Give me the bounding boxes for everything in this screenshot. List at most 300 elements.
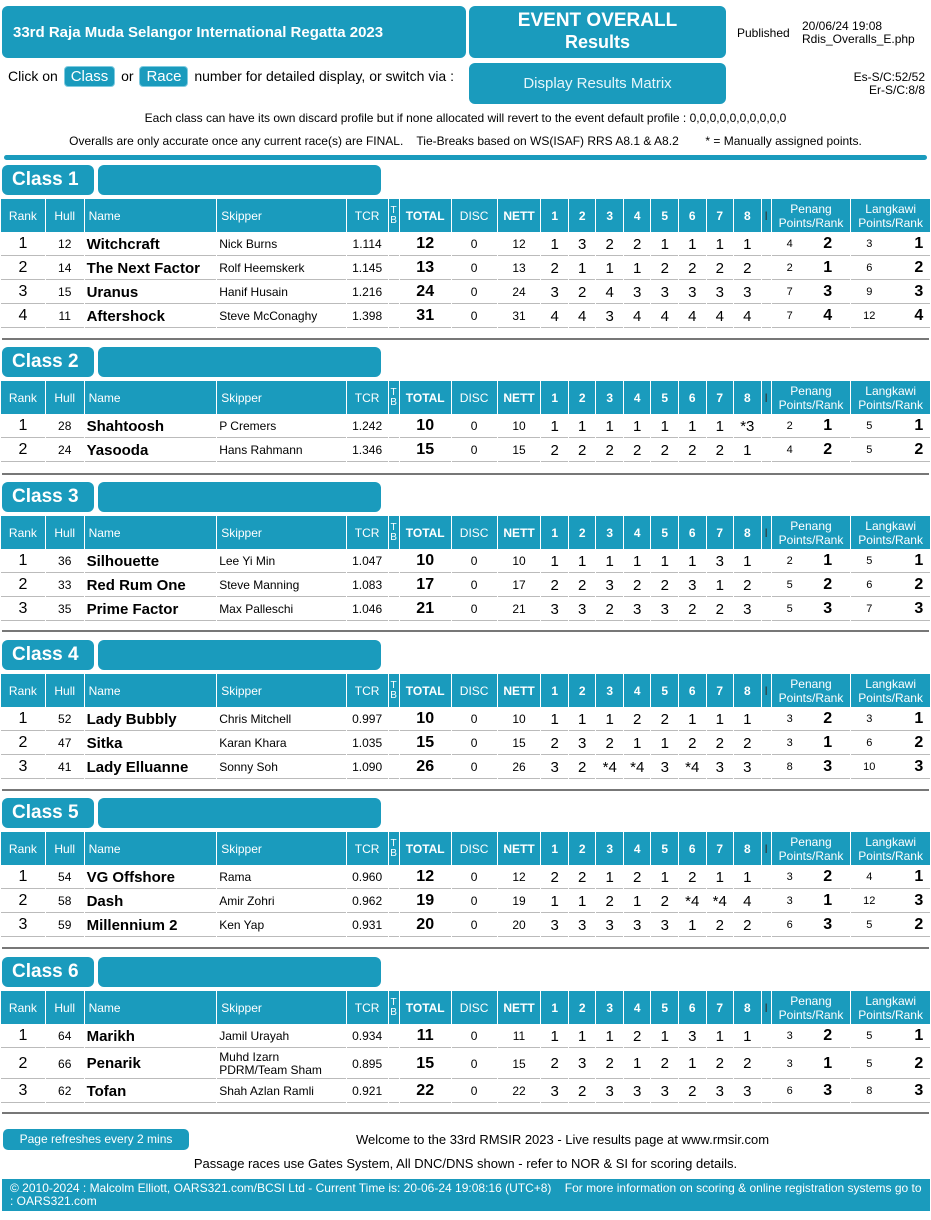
race-score: 1: [541, 415, 568, 438]
tb-t: T: [390, 679, 397, 691]
race-header-5[interactable]: 5: [651, 516, 678, 549]
race-header-3[interactable]: 3: [596, 832, 623, 865]
langkawi-cell: [851, 233, 930, 256]
race-score: 2: [569, 281, 596, 304]
langkawi-label: Langkawi: [865, 676, 916, 691]
penang-points: 4: [786, 444, 793, 456]
langkawi-cell: [851, 914, 930, 937]
race-score: 3: [679, 574, 706, 597]
discard-note: Each class can have its own discard profile but if none allocated will revert to the event default profile : 0,0,0,0,0,0,0,0,0,0: [144, 111, 787, 125]
race-header-3[interactable]: 3: [596, 674, 623, 707]
boat-name: Witchcraft: [85, 233, 217, 256]
rank-cell: 1: [1, 550, 45, 573]
table-row[interactable]: [1, 598, 930, 621]
race-score: 2: [707, 732, 734, 755]
nett-cell: 24: [498, 281, 541, 304]
tb-cell: [389, 281, 399, 304]
penang-rank: 3: [823, 283, 833, 300]
table-row[interactable]: [1, 439, 930, 462]
langkawi-points: 7: [866, 603, 873, 615]
race-header-3[interactable]: 3: [596, 991, 623, 1024]
hull-cell: 33: [46, 574, 84, 597]
race-score: 3: [734, 281, 761, 304]
race-header-6[interactable]: 6: [679, 199, 706, 232]
tb-b: B: [390, 1006, 397, 1018]
col-separator: I: [762, 381, 771, 414]
hull-cell: 64: [46, 1025, 84, 1048]
penang-sub: Points/Rank: [778, 215, 844, 230]
skipper-cell: P Cremers: [217, 415, 346, 438]
race-header-6[interactable]: 6: [679, 381, 706, 414]
class-label[interactable]: Class 4: [2, 640, 94, 670]
class-header: [2, 640, 382, 670]
race-header-2[interactable]: 2: [569, 832, 596, 865]
langkawi-points: 6: [866, 579, 873, 591]
penang-rank: 2: [823, 441, 833, 458]
race-header-8[interactable]: 8: [734, 832, 761, 865]
langkawi-points: 9: [866, 286, 873, 298]
tcr-cell: 1.242: [347, 415, 388, 438]
race-header-5[interactable]: 5: [651, 199, 678, 232]
nett-cell: 22: [498, 1080, 541, 1103]
race-score: 3: [569, 914, 596, 937]
race-score: 1: [541, 233, 568, 256]
penang-rank: 1: [823, 552, 833, 569]
race-score: 2: [734, 574, 761, 597]
race-score: 1: [651, 415, 678, 438]
rank-cell: 1: [1, 866, 45, 889]
separator-cell: [762, 598, 771, 621]
race-header-8[interactable]: 8: [734, 516, 761, 549]
penang-cell: [772, 732, 851, 755]
race-score: 3: [707, 281, 734, 304]
col-tcr: TCR: [347, 832, 388, 865]
col-separator: I: [762, 991, 771, 1024]
disc-cell: 0: [452, 890, 497, 913]
table-row[interactable]: [1, 708, 930, 731]
tcr-cell: 1.083: [347, 574, 388, 597]
col-rank: Rank: [1, 674, 45, 707]
race-score: 1: [569, 890, 596, 913]
langkawi-cell: [851, 1025, 930, 1048]
col-total: TOTAL: [400, 381, 451, 414]
click-on-text: Click on: [8, 68, 58, 84]
race-score: 3: [596, 305, 623, 328]
table-row[interactable]: [1, 1025, 930, 1048]
race-button[interactable]: Race: [139, 66, 188, 87]
hull-cell: 54: [46, 866, 84, 889]
col-tiebreak: [389, 199, 399, 232]
rank-cell: 2: [1, 574, 45, 597]
col-skipper: Skipper: [217, 199, 346, 232]
race-header-3[interactable]: 3: [596, 199, 623, 232]
race-header-4[interactable]: 4: [624, 381, 651, 414]
rank-cell: 3: [1, 281, 45, 304]
langkawi-points: 12: [863, 895, 876, 907]
tcr-cell: 1.035: [347, 732, 388, 755]
col-langkawi: [851, 674, 930, 707]
total-cell: 31: [400, 305, 451, 328]
race-header-7[interactable]: 7: [707, 199, 734, 232]
race-header-4[interactable]: 4: [624, 516, 651, 549]
race-score: 2: [651, 574, 678, 597]
race-header-1[interactable]: 1: [541, 674, 568, 707]
separator-cell: [762, 1025, 771, 1048]
hull-cell: 15: [46, 281, 84, 304]
race-header-4[interactable]: 4: [624, 674, 651, 707]
race-header-3[interactable]: 3: [596, 381, 623, 414]
skipper-cell: Amir Zohri: [217, 890, 346, 913]
col-name: Name: [85, 832, 217, 865]
rank-cell: 1: [1, 415, 45, 438]
col-skipper: Skipper: [217, 516, 346, 549]
race-header-7[interactable]: 7: [707, 991, 734, 1024]
race-header-6[interactable]: 6: [679, 674, 706, 707]
col-nett: NETT: [498, 674, 541, 707]
langkawi-points: 5: [866, 1057, 873, 1070]
col-disc: DISC: [452, 516, 497, 549]
langkawi-sub: Points/Rank: [858, 848, 923, 863]
race-header-7[interactable]: 7: [707, 516, 734, 549]
penang-rank: 2: [823, 576, 833, 593]
tb-b: B: [390, 396, 397, 408]
class-divider: [2, 338, 929, 340]
langkawi-cell: [851, 890, 930, 913]
table-row[interactable]: [1, 890, 930, 913]
penang-label: Penang: [790, 201, 832, 216]
col-penang: [772, 991, 851, 1024]
race-score: 2: [651, 439, 678, 462]
skipper-cell: Hanif Husain: [217, 281, 346, 304]
penang-points: 5: [786, 579, 793, 591]
col-nett: NETT: [498, 381, 541, 414]
col-separator: I: [762, 832, 771, 865]
tb-cell: [389, 1025, 399, 1048]
langkawi-sub: Points/Rank: [858, 215, 923, 230]
race-header-8[interactable]: 8: [734, 199, 761, 232]
race-score: 2: [624, 708, 651, 731]
display-results-matrix-button[interactable]: [469, 63, 726, 104]
langkawi-cell: [851, 708, 930, 731]
rank-cell: 2: [1, 439, 45, 462]
results-title-line1: EVENT OVERALL: [517, 10, 678, 31]
boat-name: Silhouette: [85, 550, 217, 573]
skipper-cell: Karan Khara: [217, 732, 346, 755]
class-label[interactable]: Class 3: [2, 482, 94, 512]
col-nett: NETT: [498, 516, 541, 549]
race-score: 2: [541, 866, 568, 889]
tcr-cell: 0.960: [347, 866, 388, 889]
boat-name: The Next Factor: [85, 257, 217, 280]
tcr-cell: 0.931: [347, 914, 388, 937]
race-header-6[interactable]: 6: [679, 832, 706, 865]
tb-cell: [389, 756, 399, 779]
race-score: 1: [569, 550, 596, 573]
nett-cell: 12: [498, 233, 541, 256]
results-table: [0, 198, 931, 329]
disc-cell: 0: [452, 233, 497, 256]
table-header-row: [1, 832, 930, 865]
race-score: 3: [596, 1080, 623, 1103]
race-score: 2: [679, 732, 706, 755]
race-header-8[interactable]: 8: [734, 674, 761, 707]
race-score: 2: [707, 914, 734, 937]
table-row[interactable]: [1, 305, 930, 328]
penang-points: 7: [786, 286, 793, 298]
race-score: 3: [651, 281, 678, 304]
race-header-3[interactable]: 3: [596, 516, 623, 549]
race-header-6[interactable]: 6: [679, 991, 706, 1024]
race-score: 1: [624, 257, 651, 280]
langkawi-sub: Points/Rank: [858, 1007, 923, 1022]
class-divider: [2, 630, 929, 632]
race-header-2[interactable]: 2: [569, 199, 596, 232]
class-label[interactable]: Class 1: [2, 165, 94, 195]
or-text: or: [121, 68, 134, 84]
race-header-6[interactable]: 6: [679, 516, 706, 549]
class-header: [2, 957, 382, 987]
race-score: 3: [541, 1080, 568, 1103]
table-row[interactable]: [1, 1080, 930, 1103]
langkawi-points: 6: [866, 262, 873, 274]
race-header-2[interactable]: 2: [569, 991, 596, 1024]
race-score: 1: [541, 1025, 568, 1048]
race-header-7[interactable]: 7: [707, 674, 734, 707]
separator-cell: [762, 233, 771, 256]
boat-name: Lady Elluanne: [85, 756, 217, 779]
separator-cell: [762, 415, 771, 438]
col-penang: [772, 832, 851, 865]
penang-rank: 2: [823, 868, 833, 885]
class-header-fill: [98, 798, 381, 828]
langkawi-rank: 3: [914, 758, 924, 775]
race-header-2[interactable]: 2: [569, 381, 596, 414]
race-header-1[interactable]: 1: [541, 832, 568, 865]
separator-cell: [762, 732, 771, 755]
disc-cell: 0: [452, 550, 497, 573]
class-label[interactable]: Class 2: [2, 347, 94, 377]
tcr-cell: 0.962: [347, 890, 388, 913]
race-score: 1: [734, 1025, 761, 1048]
race-header-5[interactable]: 5: [651, 381, 678, 414]
nett-cell: 11: [498, 1025, 541, 1048]
disc-cell: 0: [452, 257, 497, 280]
race-header-1[interactable]: 1: [541, 199, 568, 232]
race-score: 2: [651, 257, 678, 280]
race-header-4[interactable]: 4: [624, 991, 651, 1024]
class-button[interactable]: Class: [64, 66, 116, 87]
separator-cell: [762, 914, 771, 937]
hull-cell: 12: [46, 233, 84, 256]
col-name: Name: [85, 516, 217, 549]
race-header-4[interactable]: 4: [624, 199, 651, 232]
race-score: 1: [679, 1049, 706, 1079]
rank-cell: 3: [1, 914, 45, 937]
penang-points: 4: [786, 238, 793, 250]
col-nett: NETT: [498, 832, 541, 865]
hull-cell: 24: [46, 439, 84, 462]
tb-cell: [389, 914, 399, 937]
race-score: 2: [624, 1025, 651, 1048]
penang-sub: Points/Rank: [778, 532, 844, 547]
langkawi-points: 3: [866, 713, 873, 725]
race-score: 2: [734, 1049, 761, 1079]
disc-cell: 0: [452, 574, 497, 597]
col-total: TOTAL: [400, 991, 451, 1024]
col-rank: Rank: [1, 832, 45, 865]
race-header-2[interactable]: 2: [569, 516, 596, 549]
table-row[interactable]: [1, 415, 930, 438]
results-title-box: [469, 6, 726, 58]
rank-cell: 2: [1, 732, 45, 755]
col-tcr: TCR: [347, 516, 388, 549]
tb-cell: [389, 598, 399, 621]
col-rank: Rank: [1, 516, 45, 549]
table-row[interactable]: [1, 732, 930, 755]
race-score: 2: [734, 257, 761, 280]
skipper-cell: Shah Azlan Ramli: [217, 1080, 346, 1103]
disc-cell: 0: [452, 415, 497, 438]
langkawi-cell: [851, 281, 930, 304]
penang-label: Penang: [790, 518, 832, 533]
penang-rank: 3: [823, 600, 833, 617]
langkawi-rank: 1: [914, 552, 924, 569]
col-hull: Hull: [46, 674, 84, 707]
class-divider: [2, 473, 929, 475]
col-disc: DISC: [452, 674, 497, 707]
class-header: [2, 482, 382, 512]
header-divider: [4, 155, 927, 160]
race-score: 4: [679, 305, 706, 328]
penang-points: 6: [786, 919, 793, 931]
matrix-button-label: Display Results Matrix: [523, 75, 672, 92]
langkawi-rank: 3: [914, 600, 924, 617]
race-score: 1: [707, 866, 734, 889]
race-score: 1: [569, 257, 596, 280]
nett-cell: 10: [498, 708, 541, 731]
race-header-7[interactable]: 7: [707, 832, 734, 865]
langkawi-cell: [851, 598, 930, 621]
race-score: 3: [596, 574, 623, 597]
tcr-cell: 1.047: [347, 550, 388, 573]
langkawi-label: Langkawi: [865, 993, 916, 1008]
penang-label: Penang: [790, 993, 832, 1008]
table-row[interactable]: [1, 866, 930, 889]
race-score: 4: [707, 305, 734, 328]
tb-cell: [389, 866, 399, 889]
race-score: 3: [707, 756, 734, 779]
skipper-cell: Chris Mitchell: [217, 708, 346, 731]
race-score: 2: [707, 1049, 734, 1079]
race-header-7[interactable]: 7: [707, 381, 734, 414]
skipper-cell: Muhd Izarn PDRM/Team Sham: [217, 1049, 346, 1079]
col-separator: I: [762, 199, 771, 232]
col-hull: Hull: [46, 516, 84, 549]
col-separator: I: [762, 516, 771, 549]
penang-points: 7: [786, 310, 793, 322]
langkawi-label: Langkawi: [865, 201, 916, 216]
tb-cell: [389, 1080, 399, 1103]
tcr-cell: 1.216: [347, 281, 388, 304]
total-cell: 21: [400, 598, 451, 621]
race-header-5[interactable]: 5: [651, 674, 678, 707]
table-row[interactable]: [1, 550, 930, 573]
col-tcr: TCR: [347, 991, 388, 1024]
race-score: *3: [734, 415, 761, 438]
published-file: Rdis_Overalls_E.php: [802, 32, 915, 46]
race-score: 1: [596, 257, 623, 280]
col-skipper: Skipper: [217, 832, 346, 865]
race-score: 1: [569, 415, 596, 438]
class-label[interactable]: Class 5: [2, 798, 94, 828]
col-hull: Hull: [46, 381, 84, 414]
race-score: 1: [596, 1025, 623, 1048]
penang-sub: Points/Rank: [778, 690, 844, 705]
race-score: 2: [734, 914, 761, 937]
col-skipper: Skipper: [217, 991, 346, 1024]
col-name: Name: [85, 199, 217, 232]
race-score: 1: [707, 708, 734, 731]
langkawi-rank: 2: [914, 916, 924, 933]
race-score: 2: [569, 756, 596, 779]
penang-cell: [772, 598, 851, 621]
col-disc: DISC: [452, 832, 497, 865]
langkawi-rank: 2: [914, 259, 924, 276]
separator-cell: [762, 439, 771, 462]
tb-b: B: [390, 689, 397, 701]
langkawi-points: 5: [866, 420, 873, 432]
langkawi-rank: 2: [914, 576, 924, 593]
table-row[interactable]: [1, 257, 930, 280]
race-score: 3: [679, 281, 706, 304]
langkawi-points: 5: [866, 919, 873, 931]
penang-cell: [772, 415, 851, 438]
race-score: 3: [541, 281, 568, 304]
race-score: 2: [541, 574, 568, 597]
tcr-cell: 0.934: [347, 1025, 388, 1048]
race-score: 1: [707, 1025, 734, 1048]
penang-cell: [772, 281, 851, 304]
race-score: 2: [624, 866, 651, 889]
race-header-1[interactable]: 1: [541, 516, 568, 549]
col-rank: Rank: [1, 991, 45, 1024]
race-header-5[interactable]: 5: [651, 832, 678, 865]
table-row[interactable]: [1, 233, 930, 256]
race-score: 1: [679, 233, 706, 256]
langkawi-points: 8: [866, 1085, 873, 1097]
table-row[interactable]: [1, 756, 930, 779]
class-label[interactable]: Class 6: [2, 957, 94, 987]
race-header-2[interactable]: 2: [569, 674, 596, 707]
race-header-8[interactable]: 8: [734, 381, 761, 414]
race-score: 3: [541, 756, 568, 779]
table-row[interactable]: [1, 281, 930, 304]
boat-name: Sitka: [85, 732, 217, 755]
race-score: 3: [569, 732, 596, 755]
race-header-1[interactable]: 1: [541, 991, 568, 1024]
race-header-1[interactable]: 1: [541, 381, 568, 414]
table-row[interactable]: [1, 574, 930, 597]
race-score: 1: [651, 550, 678, 573]
col-disc: DISC: [452, 991, 497, 1024]
tb-t: T: [390, 996, 397, 1008]
table-row[interactable]: [1, 1049, 930, 1079]
race-header-5[interactable]: 5: [651, 991, 678, 1024]
race-score: 2: [651, 890, 678, 913]
race-header-4[interactable]: 4: [624, 832, 651, 865]
race-header-8[interactable]: 8: [734, 991, 761, 1024]
table-row[interactable]: [1, 914, 930, 937]
